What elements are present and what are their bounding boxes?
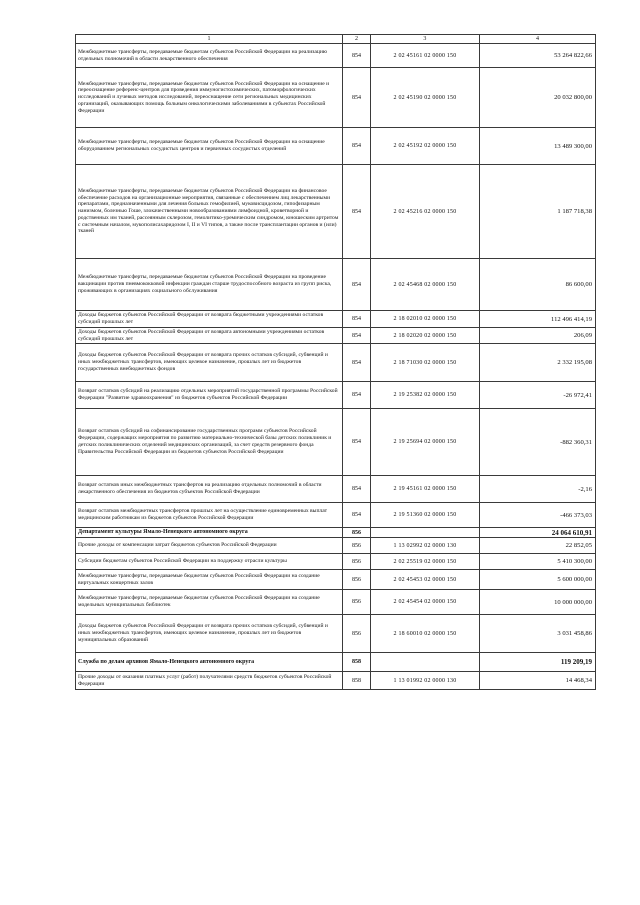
amount-cell: 2 332 195,08: [480, 344, 596, 382]
budget-classification-code-cell: [371, 528, 480, 538]
admin-code-cell: 854: [343, 409, 371, 476]
admin-code-cell: 854: [343, 328, 371, 344]
table-row: [76, 538, 596, 554]
revenue-name-cell: Межбюджетные трансферты, передаваемые бюджетам субъектов Российской Федерации на оснащение и переоснащение референс-центров для проведения иммуногистохимических, патоморфологических исследований и лучевых методов исследований, переоснащение сети региональных медицинских организаций, оказывающих помощь больным онкологическими заболеваниями в субъектах Российской Федерации: [76, 68, 343, 128]
amount-cell: -2,16: [480, 476, 596, 503]
budget-classification-code-cell: 2 19 25694 02 0000 150: [371, 409, 480, 476]
revenue-name-cell: Возврат остатков иных межбюджетных трансфертов на реализацию отдельных полномочий в области лекарственного обеспечения из бюджетов субъектов Российской Федерации: [76, 476, 343, 503]
admin-code-cell: 854: [343, 259, 371, 311]
admin-code-cell: 854: [343, 165, 371, 259]
table-row: [76, 44, 596, 68]
budget-classification-code-cell: 2 19 51360 02 0000 150: [371, 503, 480, 528]
admin-code-cell: 856: [343, 590, 371, 615]
budget-classification-code-cell: 2 02 45161 02 0000 150: [371, 44, 480, 68]
amount-cell: 20 032 800,00: [480, 68, 596, 128]
budget-classification-code-cell: 2 02 45190 02 0000 150: [371, 68, 480, 128]
revenue-name-cell: Межбюджетные трансферты, передаваемые бюджетам субъектов Российской Федерации на создание виртуальных концертных залов: [76, 570, 343, 590]
table-row: [76, 503, 596, 528]
budget-classification-code-cell: 2 18 71030 02 0000 150: [371, 344, 480, 382]
admin-code-cell: 854: [343, 503, 371, 528]
header-col-4: 4: [480, 35, 596, 44]
table-row: [76, 476, 596, 503]
admin-code-cell: 854: [343, 476, 371, 503]
amount-cell: 24 064 610,91: [480, 528, 596, 538]
revenue-name-cell: Доходы бюджетов субъектов Российской Федерации от возврата прочих остатков субсидий, субвенций и иных межбюджетных трансфертов, имеющих целевое назначение, прошлых лет из бюджетов государственных внебюджетных фондов: [76, 344, 343, 382]
amount-cell: -466 373,03: [480, 503, 596, 528]
header-col-2: 2: [343, 35, 371, 44]
budget-classification-code-cell: 2 18 60010 02 0000 150: [371, 615, 480, 653]
amount-cell: 10 000 000,00: [480, 590, 596, 615]
table-row: [76, 570, 596, 590]
revenue-name-cell: Межбюджетные трансферты, передаваемые бюджетам субъектов Российской Федерации на реализацию отдельных полномочий в области лекарственного обеспечения: [76, 44, 343, 68]
revenue-name-cell: Межбюджетные трансферты, передаваемые бюджетам субъектов Российской Федерации на проведение вакцинации против пневмококковой инфекции граждан старше трудоспособного возраста из групп риска, проживающих в организациях социального обслуживания: [76, 259, 343, 311]
amount-cell: 119 209,19: [480, 653, 596, 672]
admin-code-cell: 854: [343, 311, 371, 328]
admin-code-cell: 854: [343, 68, 371, 128]
table-row: [76, 259, 596, 311]
revenue-name-cell: Возврат остатков субсидий на софинансирование государственных программ субъектов Российской Федерации, содержащих мероприятия по развитию материально-технической базы детских поликлиник и детских поликлинических отделений медицинских организаций, за счет средств резервного фонда Правительства Российской Федерации из бюджетов субъектов Российской Федерации: [76, 409, 343, 476]
revenue-table: [75, 34, 596, 690]
budget-classification-code-cell: 2 02 45454 02 0000 150: [371, 590, 480, 615]
admin-code-cell: 858: [343, 672, 371, 690]
amount-cell: 86 600,00: [480, 259, 596, 311]
table-row: [76, 165, 596, 259]
table-header-row: [76, 35, 596, 44]
budget-classification-code-cell: 2 19 25382 02 0000 150: [371, 382, 480, 409]
budget-classification-code-cell: [371, 653, 480, 672]
admin-code-cell: 858: [343, 653, 371, 672]
admin-code-cell: 856: [343, 570, 371, 590]
revenue-name-cell: Департамент культуры Ямало-Ненецкого автономного округа: [76, 528, 343, 538]
table-row: [76, 311, 596, 328]
table-row: [76, 328, 596, 344]
admin-code-cell: 856: [343, 554, 371, 570]
table-row: [76, 672, 596, 690]
budget-classification-code-cell: 2 02 45453 02 0000 150: [371, 570, 480, 590]
budget-classification-code-cell: 2 19 45161 02 0000 150: [371, 476, 480, 503]
budget-classification-code-cell: 2 02 45468 02 0000 150: [371, 259, 480, 311]
amount-cell: 112 496 414,19: [480, 311, 596, 328]
table-row: [76, 344, 596, 382]
table-row-department: [76, 653, 596, 672]
admin-code-cell: 854: [343, 382, 371, 409]
budget-classification-code-cell: 1 13 02992 02 0000 130: [371, 538, 480, 554]
amount-cell: -882 360,31: [480, 409, 596, 476]
revenue-name-cell: Субсидии бюджетам субъектов Российской Федерации на поддержку отрасли культуры: [76, 554, 343, 570]
table-row: [76, 128, 596, 165]
budget-classification-code-cell: 2 18 02020 02 0000 150: [371, 328, 480, 344]
revenue-name-cell: Возврат остатков межбюджетных трансфертов прошлых лет на осуществление единовременных выплат медицинским работникам из бюджетов субъектов Российской Федерации: [76, 503, 343, 528]
revenue-name-cell: Служба по делам архивов Ямало-Ненецкого автономного округа: [76, 653, 343, 672]
amount-cell: 13 489 300,00: [480, 128, 596, 165]
amount-cell: 5 600 000,00: [480, 570, 596, 590]
amount-cell: 5 410 300,00: [480, 554, 596, 570]
budget-classification-code-cell: 1 13 01992 02 0000 130: [371, 672, 480, 690]
amount-cell: -26 972,41: [480, 382, 596, 409]
table-row-department: [76, 528, 596, 538]
table-row: [76, 590, 596, 615]
table-row: [76, 382, 596, 409]
admin-code-cell: 856: [343, 615, 371, 653]
table-row: [76, 68, 596, 128]
amount-cell: 53 264 822,66: [480, 44, 596, 68]
revenue-name-cell: Межбюджетные трансферты, передаваемые бюджетам субъектов Российской Федерации на финансовое обеспечение расходов на организационные мероприятия, связанные с обеспечением лиц лекарственными препаратами, предназначенными для лечения больных гемофилией, муковисцидозом, гипофизарным нанизмом, болезнью Гоше, злокачественными новообразованиями лимфоидной, кроветворной и родственных им тканей, рассеянным склерозом, гемолитико-уремическим синдромом, юношеским артритом с системным началом, мукополисахаридозом I, II и VI типов, а также после трансплантации органов и (или) тканей: [76, 165, 343, 259]
table-row: [76, 615, 596, 653]
revenue-name-cell: Прочие доходы от компенсации затрат бюджетов субъектов Российской Федерации: [76, 538, 343, 554]
revenue-name-cell: Прочие доходы от оказания платных услуг (работ) получателями средств бюджетов субъектов Российской Федерации: [76, 672, 343, 690]
revenue-name-cell: Межбюджетные трансферты, передаваемые бюджетам субъектов Российской Федерации на оснащение оборудованием региональных сосудистых центров и первичных сосудистых отделений: [76, 128, 343, 165]
amount-cell: 3 031 458,86: [480, 615, 596, 653]
budget-classification-code-cell: 2 02 45192 02 0000 150: [371, 128, 480, 165]
admin-code-cell: 856: [343, 528, 371, 538]
header-col-3: 3: [371, 35, 480, 44]
admin-code-cell: 854: [343, 344, 371, 382]
amount-cell: 14 468,34: [480, 672, 596, 690]
revenue-name-cell: Доходы бюджетов субъектов Российской Федерации от возврата бюджетными учреждениями остатков субсидий прошлых лет: [76, 311, 343, 328]
budget-classification-code-cell: 2 02 45216 02 0000 150: [371, 165, 480, 259]
revenue-name-cell: Доходы бюджетов субъектов Российской Федерации от возврата автономными учреждениями остатков субсидий прошлых лет: [76, 328, 343, 344]
table-row: [76, 554, 596, 570]
amount-cell: 206,09: [480, 328, 596, 344]
admin-code-cell: 854: [343, 44, 371, 68]
revenue-name-cell: Доходы бюджетов субъектов Российской Федерации от возврата прочих остатков субсидий, субвенций и иных межбюджетных трансфертов, имеющих целевое назначение, прошлых лет из бюджетов муниципальных образований: [76, 615, 343, 653]
budget-classification-code-cell: 2 02 25519 02 0000 150: [371, 554, 480, 570]
budget-classification-code-cell: 2 18 02010 02 0000 150: [371, 311, 480, 328]
amount-cell: 1 187 718,38: [480, 165, 596, 259]
admin-code-cell: 856: [343, 538, 371, 554]
revenue-name-cell: Возврат остатков субсидий на реализацию отдельных мероприятий государственной программы Российской Федерации "Развитие здравоохранения" из бюджетов субъектов Российской Федерации: [76, 382, 343, 409]
amount-cell: 22 852,05: [480, 538, 596, 554]
table-body: [76, 44, 596, 690]
header-col-1: 1: [76, 35, 343, 44]
revenue-name-cell: Межбюджетные трансферты, передаваемые бюджетам субъектов Российской Федерации на создание модельных муниципальных библиотек: [76, 590, 343, 615]
document-page: [75, 34, 596, 690]
table-row: [76, 409, 596, 476]
admin-code-cell: 854: [343, 128, 371, 165]
